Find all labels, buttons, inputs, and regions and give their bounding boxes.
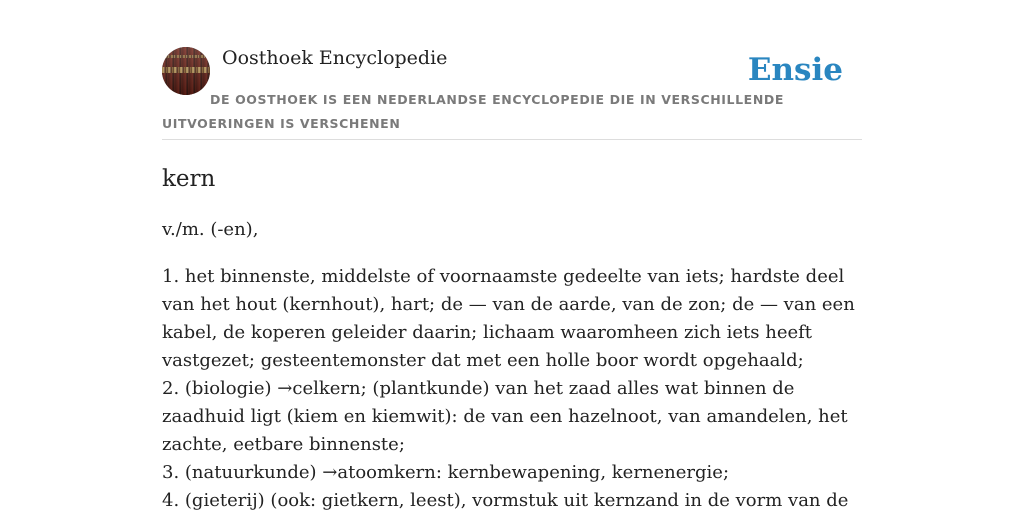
page-container (162, 0, 862, 511)
ensie-logo-link[interactable]: Ensie (747, 52, 843, 88)
sense-3: 3. (natuurkunde) →atoomkern: kernbewapening, kernenergie; (162, 462, 730, 483)
site-header (162, 0, 862, 140)
sense-2: 2. (biologie) →celkern; (plantkunde) van het zaad alles wat binnen de zaadhuid ligt (kiem en kiemwit): de van een hazelnoot, van amandelen, het zachte, eetbare binnenste; (162, 378, 848, 455)
entry-headword: kern (162, 166, 216, 192)
entry-definition (162, 263, 864, 515)
sense-4: 4. (gieterij) (ook: gietkern, leest), vormstuk uit kernzand in de vorm van de (162, 490, 849, 511)
site-title[interactable]: Oosthoek Encyclopedie (222, 47, 448, 69)
site-tagline: DE OOSTHOEK IS EEN NEDERLANDSE ENCYCLOPEDIE DIE IN VERSCHILLENDE UITVOERINGEN IS VERSCHENEN (162, 92, 784, 131)
entry-grammar: v./m. (-en), (162, 219, 259, 240)
sense-1: 1. het binnenste, middelste of voornaamste gedeelte van iets; hardste deel van het hout (kernhout), hart; de — van de aarde, van de zon; de — van een kabel, de koperen geleider daarin; lichaam waaromheen zich iets heeft vastgezet; gesteentemonster dat met een holle boor wordt opgehaald; (162, 266, 855, 371)
